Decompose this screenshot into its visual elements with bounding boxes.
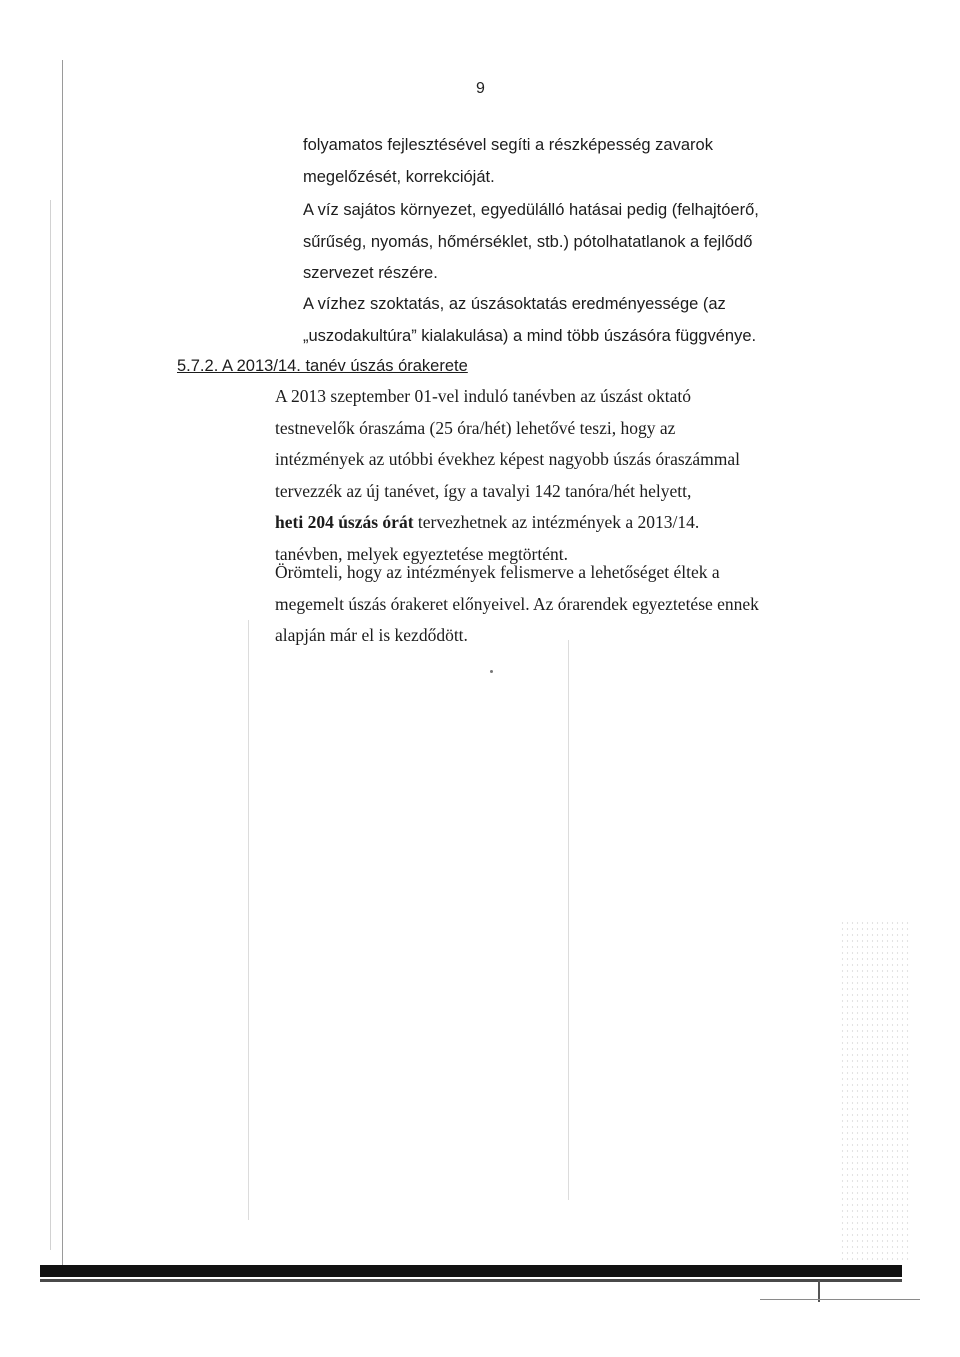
- scan-bottom-border: [40, 1265, 902, 1277]
- scan-speck: [490, 670, 493, 673]
- scan-artifact-line: [568, 640, 569, 1200]
- paragraph-5-line: alapján már el is kezdődött.: [275, 625, 468, 645]
- page-number: 9: [476, 80, 485, 97]
- paragraph-4-line: intézmények az utóbbi évekhez képest nagyobb úszás óraszámmal: [275, 449, 741, 469]
- highlight-bold-text: heti 204 úszás órát: [275, 512, 414, 532]
- scan-edge-line-faint: [50, 200, 51, 1250]
- scan-bottom-border-thin: [40, 1279, 902, 1282]
- paragraph-3: [303, 289, 756, 352]
- scan-tail-line: [760, 1299, 920, 1300]
- paragraph-2-line: A víz sajátos környezet, egyedülálló hatásai pedig (felhajtóerő,: [303, 201, 759, 219]
- paragraph-4-line: A 2013 szeptember 01-vel induló tanévben az úszást oktató: [275, 386, 691, 406]
- paragraph-2: [303, 195, 759, 290]
- paragraph-1-line: folyamatos fejlesztésével segíti a részképesség zavarok: [303, 136, 713, 154]
- scan-noise: [840, 920, 910, 1260]
- scan-edge-line: [62, 60, 63, 1270]
- paragraph-4-line: [275, 507, 740, 539]
- paragraph-4: [275, 381, 740, 570]
- paragraph-1-line: megelőzését, korrekcióját.: [303, 167, 495, 186]
- paragraph-4-line-rest: tervezhetnek az intézmények a 2013/14.: [413, 512, 700, 532]
- paragraph-1: [303, 130, 713, 193]
- paragraph-2-line: sűrűség, nyomás, hőmérséklet, stb.) pótolhatatlanok a fejlődő: [303, 232, 753, 251]
- paragraph-4-line: testnevelők óraszáma (25 óra/hét) lehetővé teszi, hogy az: [275, 417, 676, 438]
- paragraph-3-line: A vízhez szoktatás, az úszásoktatás eredményessége (az: [303, 295, 726, 313]
- scan-artifact-line: [248, 620, 249, 1220]
- paragraph-4-line: tanévben, melyek egyeztetése megtörtént.: [275, 543, 568, 564]
- paragraph-5: [275, 557, 759, 652]
- paragraph-5-line: Örömteli, hogy az intézmények felismerve a lehetőséget éltek a: [275, 562, 720, 582]
- paragraph-4-line: tervezzék az új tanévet, így a tavalyi 142 tanóra/hét helyett,: [275, 480, 692, 501]
- paragraph-2-line: szervezet részére.: [303, 264, 438, 282]
- paragraph-5-line: megemelt úszás órakeret előnyeivel. Az órarendek egyeztetése ennek: [275, 593, 759, 614]
- paragraph-3-line: „uszodakultúra” kialakulása) a mind több úszásóra függvénye.: [303, 326, 757, 345]
- section-heading: 5.7.2. A 2013/14. tanév úszás órakerete: [177, 357, 468, 375]
